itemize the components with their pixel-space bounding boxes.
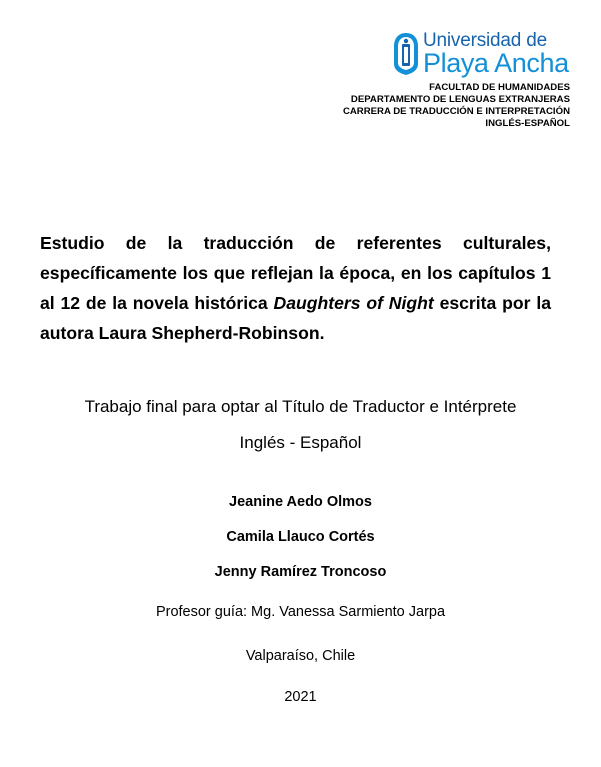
author-name: Jeanine Aedo Olmos (229, 494, 372, 510)
author-name: Jenny Ramírez Troncoso (214, 564, 387, 580)
thesis-purpose-languages: Inglés - Español (239, 433, 362, 452)
thesis-purpose: Trabajo final para optar al Título de Traductor e Intérprete (84, 397, 517, 416)
university-emblem-icon (393, 32, 419, 76)
thesis-title (40, 228, 551, 348)
novel-title: Daughters of Night (273, 293, 434, 313)
year: 2021 (284, 689, 317, 705)
career-languages: INGLÉS-ESPAÑOL (485, 118, 570, 129)
logo-text-line2: Playa Ancha (423, 48, 569, 78)
author-name: Camila Llauco Cortés (226, 529, 375, 545)
thesis-advisor: Profesor guía: Mg. Vanessa Sarmiento Jarpa (155, 604, 446, 620)
title-text-start: Estudio de la traducción de referentes culturales, específicamente los que reflejan la época, en los capítulos 1 al 12 de la novela histórica (40, 233, 551, 313)
career-name: CARRERA DE TRADUCCIÓN E INTERPRETACIÓN (342, 106, 570, 117)
logo-text-line1: Universidad de (423, 30, 547, 51)
place: Valparaíso, Chile (245, 648, 356, 664)
faculty-name: FACULTAD DE HUMANIDADES (429, 82, 570, 93)
institution-header (343, 82, 570, 130)
title-text-end: escrita por la autora Laura Shepherd-Robinson. (40, 293, 551, 343)
department-name: DEPARTAMENTO DE LENGUAS EXTRANJERAS (350, 94, 570, 105)
university-logo (393, 30, 573, 78)
